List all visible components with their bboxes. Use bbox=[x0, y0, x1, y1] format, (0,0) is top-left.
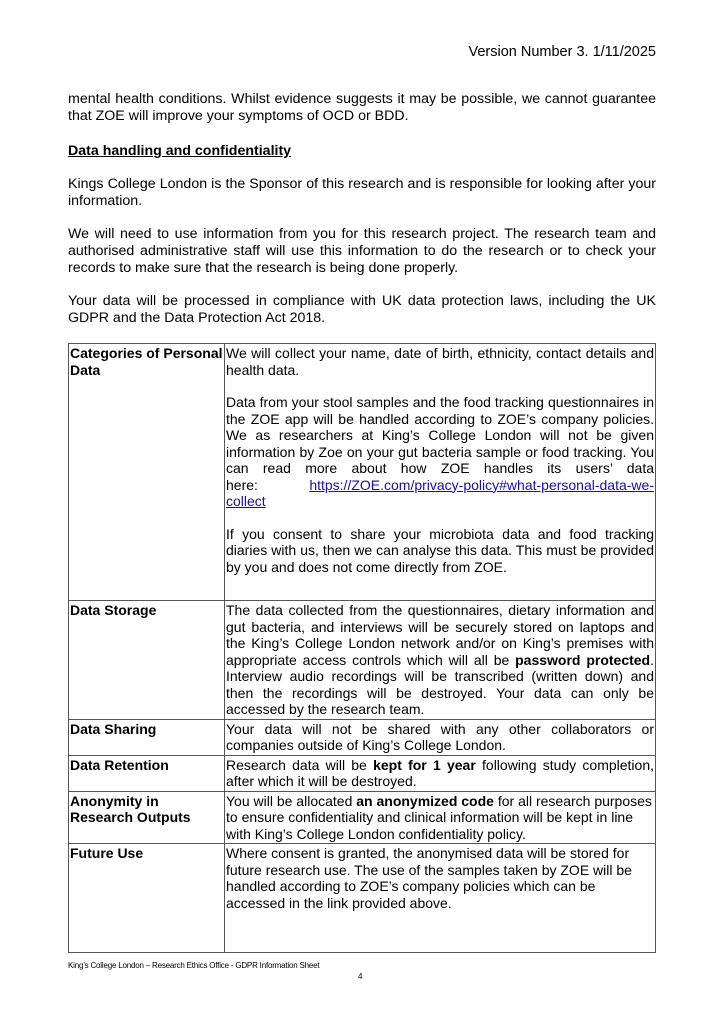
storage-text-1: The data collected from the questionnaires, dietary information and gut bacteria, and interviews will be securely stored on laptops and the King’s College London network and/or on King’s premises with appropriate access controls which will all be bbox=[226, 602, 654, 668]
table-row bbox=[69, 791, 656, 844]
table-row bbox=[69, 601, 656, 720]
sponsor-paragraph: Kings College London is the Sponsor of this research and is responsible for looking after your information. bbox=[68, 176, 656, 209]
row-label: Future Use bbox=[69, 844, 225, 953]
row-label: Data Storage bbox=[69, 601, 225, 720]
intro-paragraph: mental health conditions. Whilst evidence suggests it may be possible, we cannot guarantee that ZOE will improve your symptoms of OCD or BDD. bbox=[68, 91, 656, 124]
table-row bbox=[69, 755, 656, 791]
section-heading: Data handling and confidentiality bbox=[68, 143, 292, 159]
storage-bold: password protected bbox=[515, 651, 651, 668]
row-description bbox=[225, 844, 656, 953]
table-row bbox=[69, 344, 656, 601]
footer-text: King’s College London – Research Ethics Office - GDPR Information Sheet bbox=[68, 961, 320, 970]
retention-text-1: Research data will be bbox=[226, 756, 374, 773]
row-label: Anonymity in Research Outputs bbox=[69, 791, 225, 844]
row-description bbox=[225, 755, 656, 791]
version-number: Version Number 3. 1/11/2025 bbox=[468, 44, 656, 60]
compliance-paragraph: Your data will be processed in compliance with UK data protection laws, including the UK GDPR and the Data Protection Act 2018. bbox=[68, 293, 656, 326]
row-description bbox=[225, 601, 656, 720]
table-row bbox=[69, 719, 656, 755]
page-number: 4 bbox=[358, 972, 363, 981]
row-description: Your data will not be shared with any other collaborators or companies outside of King’s College London. bbox=[226, 720, 654, 753]
table-row bbox=[69, 844, 656, 953]
usage-paragraph: We will need to use information from you for this research project. The research team and authorised administrative staff will use this information to do the research or to check your records to make sure that the research is being done properly. bbox=[68, 226, 656, 276]
categories-text-3: If you consent to share your microbiota data and food tracking diaries with us, then we can analyse this data. This must be provided by you and does not come directly from ZOE. bbox=[226, 525, 654, 575]
categories-text-1: We will collect your name, date of birth, ethnicity, contact details and health data. bbox=[226, 345, 654, 378]
document-body bbox=[68, 91, 656, 953]
storage-text-2: . Interview audio recordings will be transcribed (written down) and then the recordings will be destroyed. Your data can only be accessed by the research team. bbox=[226, 651, 654, 717]
row-description bbox=[225, 791, 656, 844]
row-label: Categories of Personal Data bbox=[69, 344, 225, 601]
anonymity-text-1: You will be allocated bbox=[226, 792, 357, 809]
row-label: Data Retention bbox=[69, 755, 225, 791]
row-description bbox=[225, 344, 656, 601]
categories-text-2-body: Data from your stool samples and the food tracking questionnaires in the ZOE app will be handled according to ZOE’s company policies. We as researchers at King’s College London will not be given information by Zoe on your gut bacteria sample or food tracking. You can read more about how ZOE handles its users’ data here: bbox=[226, 394, 654, 493]
row-label: Data Sharing bbox=[69, 719, 225, 755]
categories-text-2 bbox=[226, 394, 654, 510]
retention-bold: kept for 1 year bbox=[373, 756, 476, 773]
anonymity-bold: an anonymized code bbox=[356, 792, 494, 809]
future-text: Where consent is granted, the anonymised data will be stored for future research use. The use of the samples taken by ZOE will be handled according to ZOE’s company policies which can be accessed in the link provided above. bbox=[226, 845, 632, 911]
gdpr-table bbox=[68, 343, 656, 953]
zoe-privacy-link[interactable]: https://ZOE.com/privacy-policy#what-personal-data-we-collect bbox=[226, 476, 654, 509]
retention-text-2: following study completion, after which it will be destroyed. bbox=[226, 756, 654, 789]
anonymity-text-2: for all research purposes to ensure confidentiality and clinical information will be kept in line with King’s College London confidentiality policy. bbox=[226, 792, 652, 842]
